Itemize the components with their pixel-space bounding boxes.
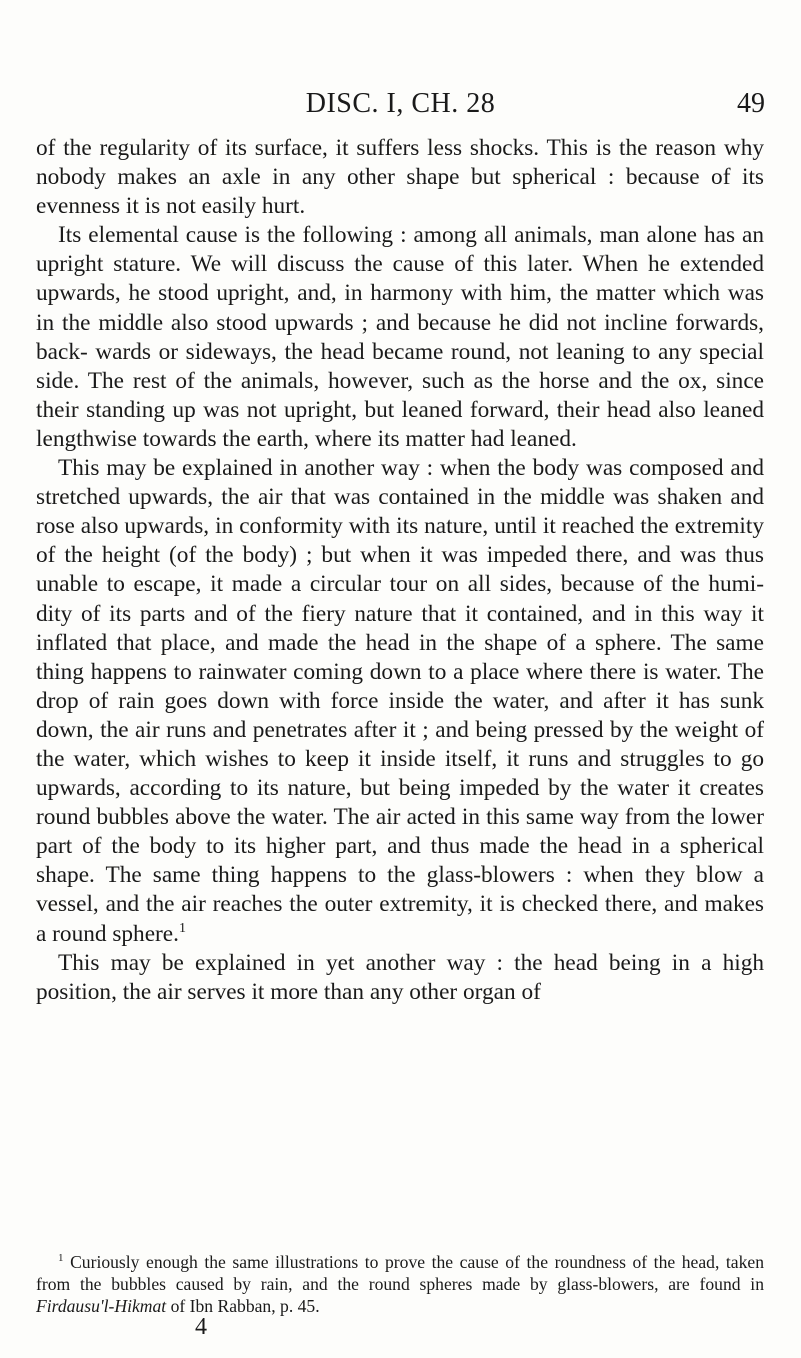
footnotes — [36, 1251, 764, 1317]
paragraph-4: This may be explained in yet another way : the head being in a high position, the air serves it more than any other organ of — [36, 949, 764, 1005]
running-head — [36, 88, 765, 128]
footnote-text-before: Curiously enough the same illustrations to prove the cause of the roundness of the head, taken from the bubbles caused by rain, and the round spheres made by glass-blowers, are found in — [36, 1252, 764, 1294]
paragraph-2: Its elemental cause is the following : among all animals, man alone has an upright stature. We will discuss the cause of this later. When he extended upwards, he stood upright, and, in harmony with him, the matter which was in the middle also stood upwards ; and because he did not incline forwards, back- wards or sideways, the head became round, not leaning to any special side. The rest of the animals, however, such as the horse and the ox, since their standing up was not upright, but leaned forward, their head also leaned lengthwise towards the earth, where its matter had leaned. — [36, 222, 764, 452]
footnote-text-after: of Ibn Rabban, p. 45. — [166, 1296, 320, 1316]
page-number: 49 — [737, 88, 765, 119]
signature-mark: 4 — [195, 1314, 207, 1340]
running-title: DISC. I, CH. 28 — [305, 88, 496, 119]
paragraph-1: of the regularity of its surface, it suffers less shocks. This is the reason why nobody makes an axle in any other shape but spherical : because of its evenness it is not easily hurt. — [36, 135, 764, 220]
paragraph-3 — [36, 454, 764, 949]
footnote-reference: 1 — [178, 920, 186, 936]
paragraph-3-text: This may be explained in another way : when the body was composed and stretched upwards, the air that was contained in the middle was shaken and rose also upwards, in conformity with its nature, until it reached the extremity of the height (of the body) ; but when it was impeded there, and was thus unable to escape, it made a circular tour on all sides, because of the humi- dity of its parts and of the fiery nature that it contained, and in this way it inflated that place, and made the head in the shape of a sphere. The same thing happens to rainwater coming down to a place where there is water. The drop of rain goes down with force inside the water, and after it has sunk down, the air runs and penetrates after it ; and being pressed by the weight of the water, which wishes to keep it inside itself, it runs and struggles to go upwards, according to its nature, but being impeded by the water it creates round bubbles above the water. The air acted in this same way from the lower part of the body to its higher part, and thus made the head in a spherical shape. The same thing happens to the glass-blowers : when they blow a vessel, and the air reaches the outer extremity, it is checked there, and makes a round sphere. — [36, 455, 764, 947]
footnote-book-title: Firdausu'l-Hikmat — [36, 1296, 167, 1316]
footnote-1 — [36, 1251, 764, 1317]
body-text — [36, 134, 764, 1007]
footnote-marker: 1 — [58, 1252, 64, 1264]
